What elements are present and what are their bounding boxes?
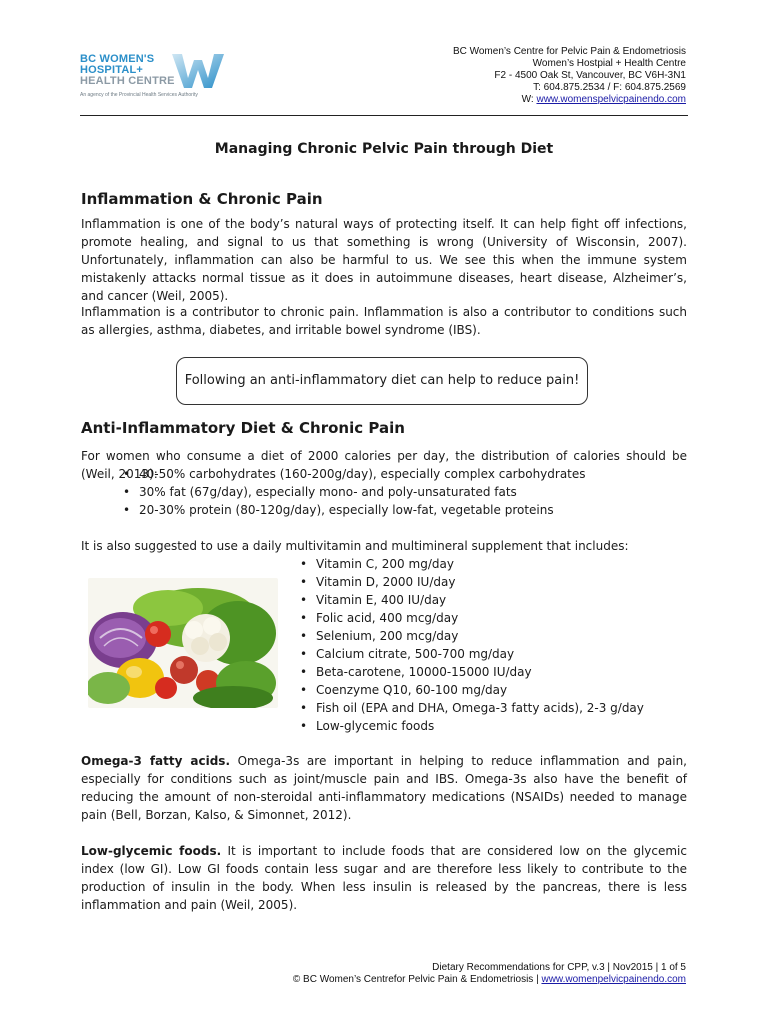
footer-website-link[interactable]: www.womenpelvicpainendo.com	[541, 974, 686, 985]
org-name: BC Women’s Centre for Pelvic Pain & Endometriosis	[452, 46, 686, 57]
logo-w-mark-icon	[170, 52, 226, 90]
list-item: • Coenzyme Q10, 60-100 mg/day	[298, 681, 644, 699]
list-item: • Folic acid, 400 mcg/day	[298, 609, 644, 627]
website-link[interactable]: www.womenspelvicpainendo.com	[536, 94, 686, 105]
logo-tagline: An agency of the Provincial Health Services Authority	[80, 92, 198, 98]
list-item: • Beta-carotene, 10000-15000 IU/day	[298, 663, 644, 681]
header-contact	[453, 46, 686, 106]
list-item: • Vitamin C, 200 mg/day	[298, 555, 644, 573]
hospital-name: Women’s Hostpial + Health Centre	[532, 58, 686, 69]
low-glycemic-heading: Low-glycemic foods.	[81, 844, 222, 858]
list-item: • 40-50% carbohydrates (160-200g/day), especially complex carbohydrates	[121, 465, 586, 483]
list-item: • 20-30% protein (80-120g/day), especially low-fat, vegetable proteins	[121, 501, 586, 519]
paragraph-omega3	[81, 752, 687, 824]
section-heading-inflammation: Inflammation & Chronic Pain	[81, 190, 323, 208]
omega3-text: Omega-3s are important in helping to reduce inflammation and pain, especially for conditions such as joint/muscle pain and IBS. Omega-3s also have the benefit of reducing the amount of non-steroidal anti-inflammatory medications (NSAIDs) needed to manage pain (Bell, Borzan, Kalso, & Simonnet, 2012).	[81, 754, 687, 822]
logo-line-1: BC WOMEN'S	[80, 53, 155, 65]
macro-list	[121, 465, 586, 519]
paragraph-inflammation-1: Inflammation is one of the body’s natural ways of protecting itself. It can help fight off infections, promote healing, and signal to us that something is wrong (University of Wisconsin, 2007). Unfortunately, inflammation can also be harmful to us. We see this when the immune system mistakenly attacks normal tissue as it does in autoimmune diseases, heart disease, Alzheimer’s, and cancer (Weil, 2005).	[81, 217, 687, 303]
supplement-list	[298, 555, 644, 735]
list-item: • Calcium citrate, 500-700 mg/day	[298, 645, 644, 663]
list-item: • 30% fat (67g/day), especially mono- and poly-unsaturated fats	[121, 483, 586, 501]
address: F2 - 4500 Oak St, Vancouver, BC V6H-3N1	[494, 70, 686, 81]
vegetables-image	[88, 578, 278, 708]
logo-line-3: HEALTH CENTRE	[80, 75, 175, 87]
omega3-heading: Omega-3 fatty acids.	[81, 754, 231, 768]
list-item: • Selenium, 200 mcg/day	[298, 627, 644, 645]
footer-copyright: © BC Women’s Centrefor Pelvic Pain & Endometriosis |	[292, 974, 542, 985]
footer-line-2	[293, 974, 686, 986]
low-glycemic-text: It is important to include foods that are considered low on the glycemic index (low GI). Low GI foods contain less sugar and are therefore less likely to contribute to the production of insulin in the body. When less insulin is released by the pancreas, there is less inflammation and pain (Weil, 2005).	[81, 844, 687, 912]
website-line	[453, 94, 686, 106]
section-heading-anti-inflammatory: Anti-Inflammatory Diet & Chronic Pain	[81, 419, 405, 437]
list-item: • Vitamin D, 2000 IU/day	[298, 573, 644, 591]
web-prefix: W:	[521, 94, 537, 105]
logo-wordmark	[80, 54, 175, 87]
list-item: • Fish oil (EPA and DHA, Omega-3 fatty acids), 2-3 g/day	[298, 699, 644, 717]
header-divider	[80, 115, 688, 116]
paragraph-supplement-intro: It is also suggested to use a daily multivitamin and multimineral supplement that includes:	[81, 539, 629, 553]
logo-line-2: HOSPITAL+	[80, 64, 144, 76]
document-title: Managing Chronic Pelvic Pain through Diet	[214, 141, 554, 157]
logo	[80, 50, 230, 102]
callout-box: Following an anti-inflammatory diet can help to reduce pain!	[176, 357, 588, 405]
list-item: • Low-glycemic foods	[298, 717, 644, 735]
list-item: • Vitamin E, 400 IU/day	[298, 591, 644, 609]
footer-line-1: Dietary Recommendations for CPP, v.3 | Nov2015 | 1 of 5	[432, 962, 686, 973]
paragraph-inflammation-2: Inflammation is a contributor to chronic pain. Inflammation is also a contributor to conditions such as allergies, asthma, diabetes, and irritable bowel syndrome (IBS).	[81, 305, 687, 337]
footer	[293, 962, 686, 986]
paragraph-low-glycemic	[81, 842, 687, 914]
phone-fax: T: 604.875.2534 / F: 604.875.2569	[533, 82, 686, 93]
paragraph-calorie-intro: For women who consume a diet of 2000 calories per day, the distribution of calories should be (Weil, 2013):	[81, 449, 687, 481]
